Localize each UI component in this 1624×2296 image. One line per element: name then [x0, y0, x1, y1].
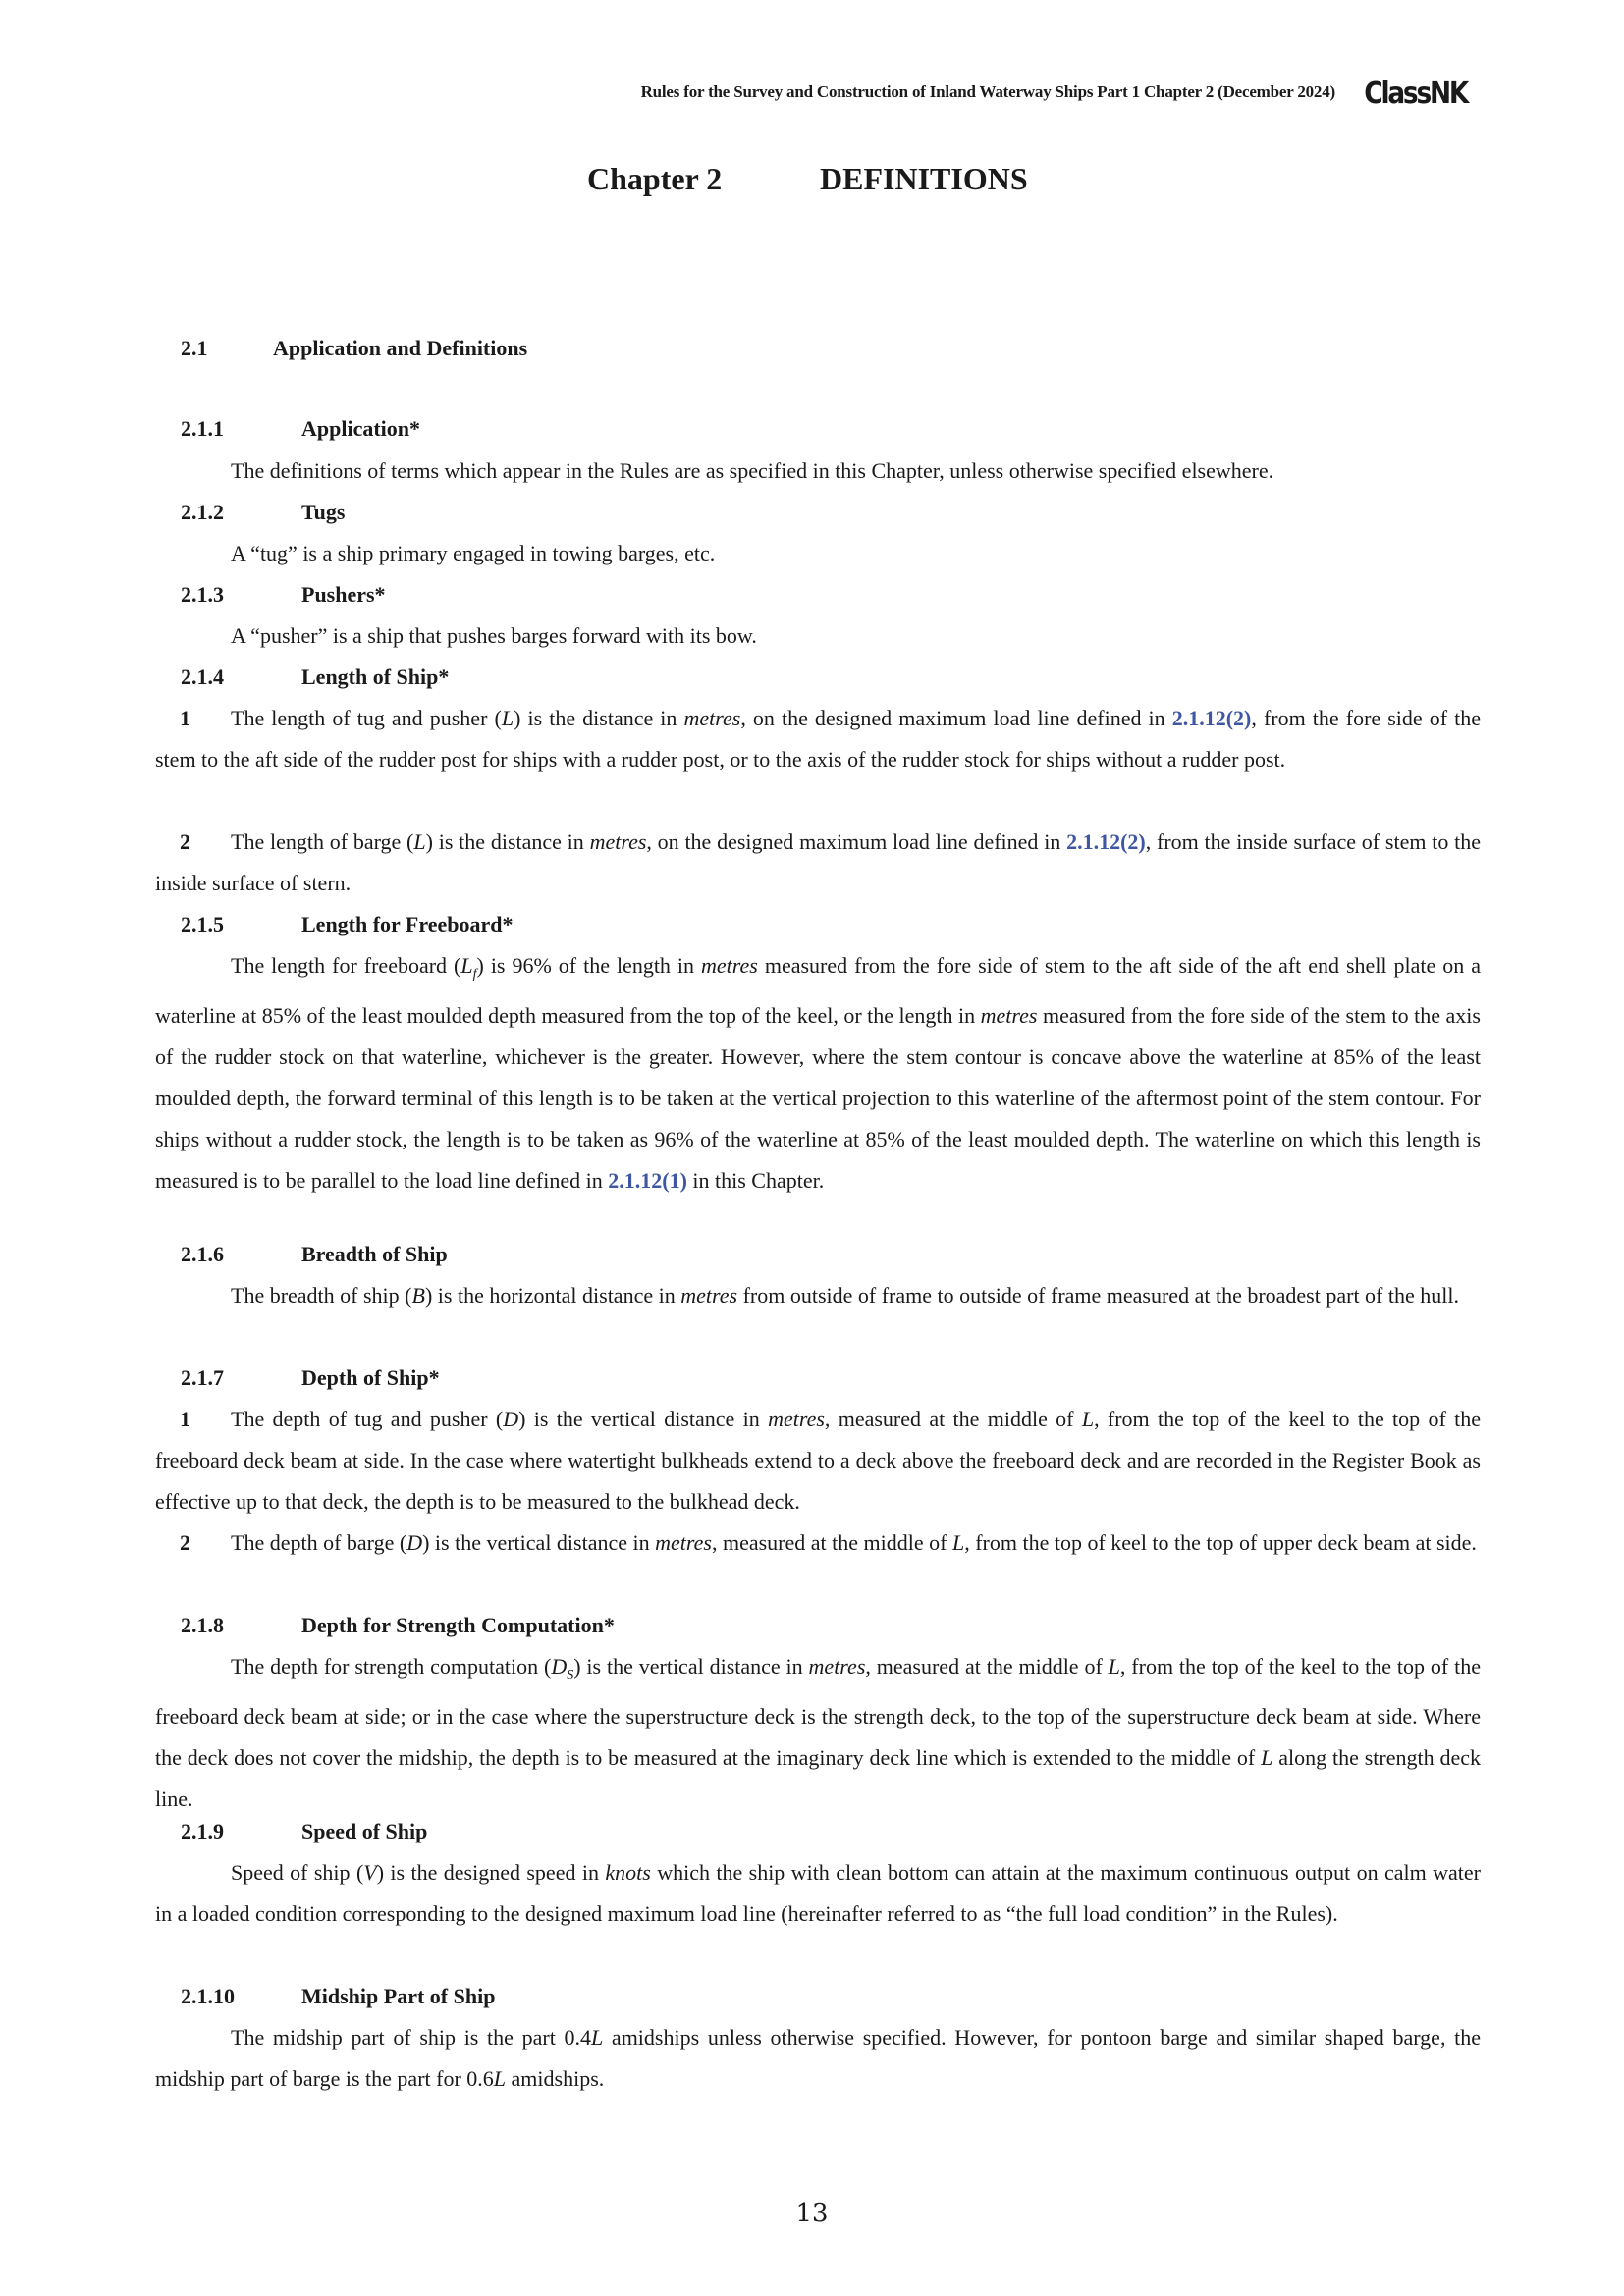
paragraph: The breadth of ship (B) is the horizontal distance in metres from outside of frame to outside of frame measured at the broadest part of the hull. [231, 1283, 1459, 1308]
section-title: Application and Definitions [273, 336, 528, 360]
subsection-number: 2.1.4 [181, 665, 224, 689]
subsection-heading [155, 1811, 1481, 1852]
paragraph: Speed of ship (V) is the designed speed in knots which the ship with clean bottom can attain at the maximum continuous output on calm water in a loaded condition corresponding to the designed maximum load line (hereinafter referred to as “the full load condition” in the Rules). [155, 1860, 1481, 1926]
paragraph-number: 1 [180, 1407, 190, 1431]
subsection-heading [155, 1976, 1481, 2017]
chapter-number: Chapter 2 [587, 161, 723, 196]
section-number: 2.1 [181, 336, 208, 360]
paragraph: 1 The depth of tug and pusher (D) is the vertical distance in metres, measured at the middle of L, from the top of the keel to the top of the freeboard deck beam at side. In the case where watertight bulkheads extend to a deck above the freeboard deck and are recorded in the Register Book as effective up to that deck, the depth is to be measured to the bulkhead deck. [155, 1399, 1481, 1522]
paragraph-number: 2 [180, 1530, 190, 1555]
subsection-title: Length for Freeboard* [301, 912, 514, 936]
subsection-title: Depth for Strength Computation* [301, 1613, 615, 1637]
paragraph-text: A “tug” is a ship primary engaged in towing barges, etc. [231, 541, 716, 565]
subsection-title: Application* [301, 416, 421, 441]
subsection-number: 2.1.7 [181, 1365, 224, 1390]
paragraph: 1 The length of tug and pusher (L) is the distance in metres, on the designed maximum load line defined in 2.1.12(2), from the fore side of the stem to the aft side of the rudder post for ships with a rudder post, or to the axis of the rudder stock for ships without a rudder post. [155, 698, 1481, 780]
subsection-number: 2.1.5 [181, 912, 224, 936]
subsection-number: 2.1.10 [181, 1984, 235, 2008]
subsection-title: Length of Ship* [301, 665, 450, 689]
paragraph [155, 451, 1481, 492]
subsection-title: Speed of Ship [301, 1819, 428, 1843]
subsection-title: Breadth of Ship [301, 1242, 448, 1266]
paragraph: The length for freeboard $(L_f)$ is 96% of the length in metres measured from the fore side of stem to the aft side of the aft end shell plate on a waterline at 85% of the least moulded depth measured from the top of the keel, or the length in metres measured from the fore side of the stem to the axis of the rudder stock on that waterline, whichever is the greater. However, where the stem contour is concave above the waterline at 85% of the least moulded depth, the forward terminal of this length is to be taken at the vertical projection to this waterline of the aftermost point of the stem contour. For ships without a rudder stock, the length is to be taken as 96% of the waterline at 85% of the least moulded depth. The waterline on which this length is measured is to be parallel to the load line defined in 2.1.12(1) in this Chapter. [155, 953, 1482, 1193]
cross-reference-link[interactable]: 2.1.12(1) [608, 1168, 687, 1193]
subsection-title: Midship Part of Ship [301, 1984, 496, 2008]
running-title: Rules for the Survey and Construction of Inland Waterway Ships Part 1 Chapter 2 (December 2024) [640, 82, 1335, 101]
subsection-number: 2.1.2 [181, 500, 224, 524]
unit: metres [589, 829, 647, 854]
paragraph [155, 615, 1481, 657]
classnk-logo: ClassNK [1364, 77, 1467, 111]
subsection-number: 2.1.9 [181, 1819, 224, 1843]
variable: L [413, 829, 426, 854]
paragraph-number: 1 [180, 706, 190, 730]
paragraph-number: 2 [180, 829, 190, 854]
subsection-number: 2.1.8 [181, 1613, 224, 1637]
cross-reference-link[interactable]: 2.1.12(2) [1066, 829, 1146, 854]
chapter-name: DEFINITIONS [820, 161, 1028, 196]
subsection-number: 2.1.1 [181, 416, 224, 441]
page-number: 13 [795, 2199, 829, 2228]
paragraph: 2 The depth of barge (D) is the vertical distance in metres, measured at the middle of L, from the top of keel to the top of upper deck beam at side. [155, 1522, 1481, 1564]
paragraph [155, 533, 1481, 574]
subsection-heading [155, 657, 1481, 698]
subsection-heading [155, 904, 1481, 945]
paragraph-text: A “pusher” is a ship that pushes barges forward with its bow. [231, 623, 757, 648]
paragraph: The depth for strength computation $(D_S)$ is the vertical distance in metres, measured at the middle of L, from the top of the keel to the top of the freeboard deck beam at side; or in the case where the superstructure deck is the strength deck, to the top of the superstructure deck beam at side. Where the deck does not cover the midship, the depth is to be measured at the imaginary deck line which is extended to the middle of L along the strength deck line. [155, 1654, 1482, 1811]
section-heading [155, 328, 1481, 369]
unit: metres [683, 706, 741, 730]
subsection-heading [155, 574, 1481, 615]
paragraph: 2 The length of barge (L) is the distance in metres, on the designed maximum load line defined in 2.1.12(2), from the inside surface of stem to the inside surface of stern. [155, 822, 1481, 904]
subsection-heading [155, 1605, 1481, 1646]
subsection-title: Pushers* [301, 582, 386, 607]
subsection-number: 2.1.3 [181, 582, 224, 607]
variable: L [501, 706, 514, 730]
subsection-title: Tugs [301, 500, 346, 524]
subsection-title: Depth of Ship* [301, 1365, 440, 1390]
running-header [0, 77, 1473, 110]
subsection-heading [155, 1234, 1481, 1275]
subsection-heading [155, 408, 1481, 450]
subsection-number: 2.1.6 [181, 1242, 224, 1266]
subsection-heading [155, 492, 1481, 533]
variable: L [460, 953, 473, 978]
paragraph-text: The definitions of terms which appear in the Rules are as specified in this Chapter, unless otherwise specified elsewhere. [231, 458, 1274, 483]
cross-reference-link[interactable]: 2.1.12(2) [1171, 706, 1252, 730]
subsection-heading [155, 1358, 1481, 1399]
paragraph: The midship part of ship is the part 0.4L amidships unless otherwise specified. However, for pontoon barge and similar shaped barge, the midship part of barge is the part for 0.6L amidships. [155, 2025, 1481, 2091]
